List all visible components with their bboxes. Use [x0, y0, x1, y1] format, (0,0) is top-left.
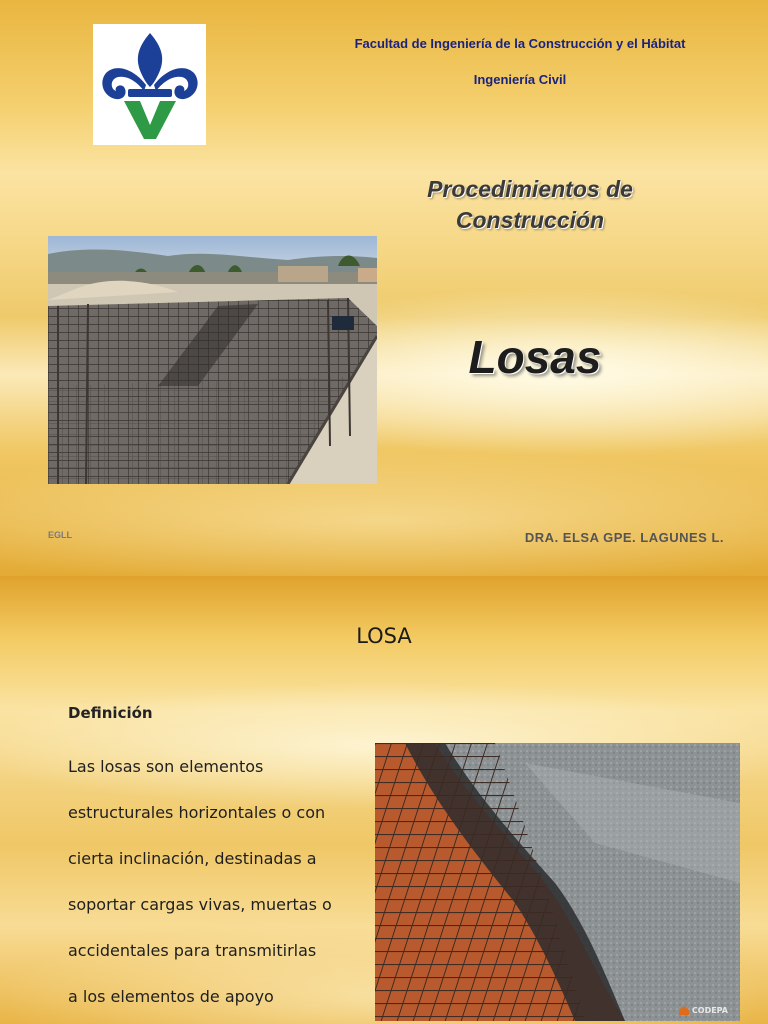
definition-line: soportar cargas vivas, muertas o — [68, 895, 332, 914]
definition-line: cierta inclinación, destinadas a — [68, 849, 317, 868]
course-title-line-2: Construcción — [455, 207, 605, 233]
definition-line: a los elementos de apoyo — [68, 987, 274, 1006]
author-name: DRA. ELSA GPE. LAGUNES L. — [524, 530, 724, 545]
course-title-line-1: Procedimientos de — [427, 176, 633, 202]
concrete-pour-over-rebar-photo — [375, 743, 740, 1021]
definition-heading: Definición — [68, 704, 153, 722]
definition-slide — [0, 576, 768, 1024]
rebar-grid-slab-photo — [48, 236, 377, 484]
definition-text — [68, 744, 368, 1020]
university-logo — [93, 24, 206, 145]
definition-line: Las losas son elementos — [68, 757, 264, 776]
definition-line: estructurales horizontales o con — [68, 803, 326, 822]
career-name: Ingeniería Civil — [473, 72, 567, 87]
author-initials: EGLL — [48, 530, 72, 540]
course-title — [350, 174, 710, 236]
definition-line: accidentales para transmitirlas — [68, 941, 317, 960]
faculty-name: Facultad de Ingeniería de la Construcción y el Hábitat — [354, 36, 686, 51]
house-icon — [679, 1006, 689, 1015]
topic-title: Losas — [468, 331, 602, 383]
watermark-text: CODEPA — [691, 1006, 728, 1015]
fleur-de-lis-v-logo-icon — [98, 29, 202, 141]
photo-watermark — [679, 1006, 728, 1015]
slide-title: LOSA — [356, 624, 412, 648]
